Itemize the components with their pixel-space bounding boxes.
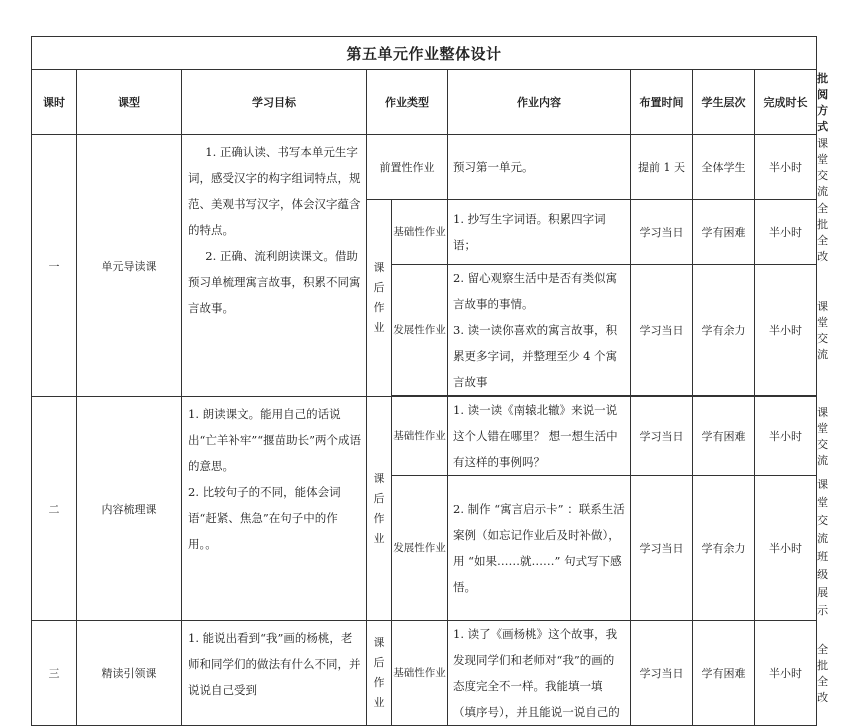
lesson-type: 精读引领课 [77,621,182,726]
table-row: 课后作业 基础性作业 1. 抄写生字词语。积累四字词语； 学习当日 学有困难 半小时 全批全改 [32,200,817,265]
homework-type: 基础性作业 [392,621,448,726]
table-title: 第五单元作业整体设计 [32,37,817,70]
lesson-number: 一 [32,135,77,397]
student-level: 学有余力 [693,476,755,621]
table-row: 二 内容梳理课 1. 朗读课文。能用自己的话说出“亡羊补牢”“揠苗助长”两个成语的意思。 2. 比较句子的不同，能体会词语“赶紧、焦急”在句子中的作用。。 课后作业 基础性作业 1. 读一读《南辕北辙》来说一说这个人错在哪里？ 想一想生活中有这样的事例吗？ 学习当日 学有困难 半小时 课堂交流 [32,397,817,476]
student-level: 学有余力 [693,265,755,396]
after-class-label: 课后作业 [367,621,392,726]
learning-goals [182,621,367,726]
lesson-number: 三 [32,621,77,726]
goal-text: 2. 比较句子的不同，能体会词语“赶紧、焦急”在句子中的作用。。 [188,485,341,551]
goal-text: 2. 正确、流利朗读课文。借助预习单梳理寓言故事，积累不同寓言故事。 [188,249,361,315]
learning-goals [182,135,367,397]
duration: 半小时 [755,265,817,396]
assign-time: 学习当日 [631,265,693,396]
homework-content: 1. 抄写生字词语。积累四字词语； [448,200,631,265]
goal-text: 1. 朗读课文。能用自己的话说出“亡羊补牢”“揠苗助长”两个成语的意思。 [188,407,362,473]
homework-type: 发展性作业 [392,265,448,396]
lesson-number: 二 [32,397,77,621]
homework-type: 发展性作业 [392,476,448,621]
header-lesson-type: 课型 [77,70,182,135]
homework-content: 2. 留心观察生活中是否有类似寓言故事的事情。 3. 读一读你喜欢的寓言故事，积累更多字词，并整理至少 4 个寓言故事 [448,265,631,396]
header-student-level: 学生层次 [693,70,755,135]
student-level: 学有困难 [693,397,755,476]
homework-content: 1. 读一读《南辕北辙》来说一说这个人错在哪里？ 想一想生活中有这样的事例吗？ [448,397,631,476]
duration: 半小时 [755,200,817,265]
header-assign-time: 布置时间 [631,70,693,135]
homework-type: 基础性作业 [392,397,448,476]
table-row: 发展性作业 2. 制作 “寓言启示卡” ：联系生活案例（如忘记作业后及时补做），用 “如果……就……” 句式写下感悟。 学习当日 学有余力 半小时 课堂交流 班级展示 [32,476,817,621]
assign-time: 提前 1 天 [631,135,693,200]
table-row: 发展性作业 2. 留心观察生活中是否有类似寓言故事的事情。 3. 读一读你喜欢的寓言故事，积累更多字词，并整理至少 4 个寓言故事 学习当日 学有余力 半小时 课堂交流 [32,265,817,396]
lesson-type: 内容梳理课 [77,397,182,621]
table-row: 三 精读引领课 1. 能说出看到“我”画的杨桃，老师和同学们的做法有什么不同，并说说自己受到 课后作业 基础性作业 1. 读了《画杨桃》这个故事，我发现同学们和老师对“我”的画的态度完全不一样。我能填一填（填序号），并且能说一说自己的 学习当日 学有困难 半小时 全批全改 [32,621,817,726]
goal-text: 1. 能说出看到“我”画的杨桃，老师和同学们的做法有什么不同，并说说自己受到 [188,631,361,697]
homework-design-table [31,36,829,726]
homework-content: 1. 读了《画杨桃》这个故事，我发现同学们和老师对“我”的画的态度完全不一样。我能填一填（填序号），并且能说一说自己的 [448,621,631,726]
duration: 半小时 [755,135,817,200]
goal-text: 1. 正确认读、书写本单元生字词，感受汉字的构字组词特点，规范、美观书写汉字，体会汉字蕴含的特点。 [188,145,361,237]
student-level: 全体学生 [693,135,755,200]
student-level: 学有困难 [693,200,755,265]
duration: 半小时 [755,397,817,476]
duration: 半小时 [755,476,817,621]
header-homework-content: 作业内容 [448,70,631,135]
after-class-label: 课后作业 [367,397,392,621]
header-learning-goal: 学习目标 [182,70,367,135]
student-level: 学有困难 [693,621,755,726]
header-duration: 完成时长 [755,70,817,135]
header-lesson: 课时 [32,70,77,135]
assign-time: 学习当日 [631,621,693,726]
assign-time: 学习当日 [631,476,693,621]
duration: 半小时 [755,621,817,726]
homework-type: 前置性作业 [367,135,448,200]
header-homework-type: 作业类型 [367,70,448,135]
assign-time: 学习当日 [631,397,693,476]
learning-goals [182,397,367,621]
homework-type: 基础性作业 [392,200,448,265]
homework-content: 预习第一单元。 [448,135,631,200]
table-row: 一 单元导读课 1. 正确认读、书写本单元生字词，感受汉字的构字组词特点，规范、美观书写汉字，体会汉字蕴含的特点。 2. 正确、流利朗读课文。借助预习单梳理寓言故事，积累不同寓言故事。 前置性作业 预习第一单元。 提前 1 天 全体学生 半小时 课堂交流 [32,135,817,200]
homework-content: 2. 制作 “寓言启示卡” ：联系生活案例（如忘记作业后及时补做），用 “如果……就……” 句式写下感悟。 [448,476,631,621]
header-row: 课时 课型 学习目标 作业类型 作业内容 布置时间 学生层次 完成时长 批阅方式 [32,70,817,135]
after-class-label: 课后作业 [367,200,392,397]
lesson-type: 单元导读课 [77,135,182,397]
assign-time: 学习当日 [631,200,693,265]
